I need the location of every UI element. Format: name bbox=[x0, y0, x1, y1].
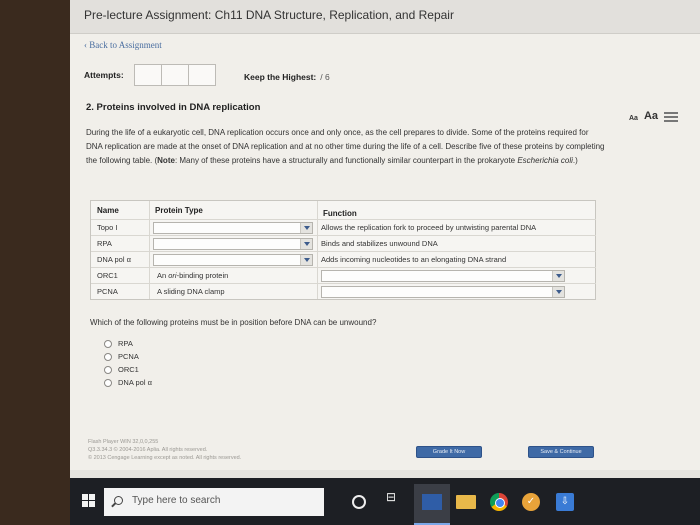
radio-button[interactable] bbox=[104, 379, 112, 387]
windows-taskbar bbox=[70, 478, 700, 525]
mc-question: Which of the following proteins must be in position before DNA can be unwound? bbox=[90, 318, 377, 327]
row-divider bbox=[91, 251, 596, 252]
monitor-screen bbox=[70, 0, 700, 525]
chevron-down-icon bbox=[300, 255, 312, 265]
mc-option-rpa[interactable]: RPA bbox=[104, 337, 152, 350]
chevron-down-icon bbox=[552, 287, 564, 297]
column-divider bbox=[149, 201, 150, 299]
page-title: Pre-lecture Assignment: Ch11 DNA Structure, Replication, and Repair bbox=[84, 8, 454, 22]
row-name-pcna: PCNA bbox=[97, 287, 118, 296]
function-text-dna-pol-alpha: Adds incoming nucleotides to an elongating DNA strand bbox=[321, 255, 507, 264]
function-select-pcna[interactable] bbox=[321, 286, 565, 298]
row-name-topo1: Topo I bbox=[97, 223, 118, 232]
question-title: 2. Proteins involved in DNA replication bbox=[86, 102, 261, 113]
protein-type-select-topo1[interactable] bbox=[153, 222, 313, 234]
protein-type-text-orc1: An ori-binding protein bbox=[157, 271, 229, 280]
taskbar-active-app-icon[interactable] bbox=[414, 484, 450, 525]
chevron-left-icon: ‹ bbox=[84, 40, 90, 50]
chevron-down-icon bbox=[300, 239, 312, 249]
cortana-icon[interactable] bbox=[352, 495, 366, 509]
keep-highest-label: Keep the Highest: bbox=[244, 72, 317, 82]
attempt-box bbox=[188, 64, 216, 86]
font-decrease-button[interactable]: Aa bbox=[628, 115, 638, 122]
row-divider bbox=[91, 267, 596, 268]
row-divider bbox=[91, 219, 596, 220]
function-text-rpa: Binds and stabilizes unwound DNA bbox=[321, 239, 438, 248]
row-divider bbox=[91, 283, 596, 284]
row-name-orc1: ORC1 bbox=[97, 271, 118, 280]
save-continue-button[interactable]: Save & Continue bbox=[528, 446, 594, 458]
attempt-box bbox=[161, 64, 189, 86]
header-name: Name bbox=[97, 206, 119, 215]
row-name-dna-pol-alpha: DNA pol α bbox=[97, 255, 131, 264]
protein-type-text-pcna: A sliding DNA clamp bbox=[157, 287, 225, 296]
keep-highest bbox=[244, 72, 330, 82]
radio-button[interactable] bbox=[104, 366, 112, 374]
keep-highest-value: / 6 bbox=[320, 72, 330, 82]
protein-table bbox=[90, 200, 596, 300]
header-function: Function bbox=[323, 209, 357, 218]
question-paragraph: During the life of a eukaryotic cell, DNA replication occurs once and only once, as the cell prepares to divide. Some of the proteins required for DNA replication are made at the onset of DNA replication and at no other time during the life of a cell. Describe five of these proteins by completing the following table. (Note: Many of these proteins have a structurally and functionally similar counterpart in the prokaryote Escherichia coli.) bbox=[86, 128, 605, 165]
attempt-boxes bbox=[134, 64, 215, 86]
row-name-rpa: RPA bbox=[97, 239, 112, 248]
app-check-icon[interactable]: ✓ bbox=[522, 493, 540, 511]
font-increase-button[interactable]: Aa bbox=[643, 110, 658, 122]
file-explorer-icon[interactable] bbox=[456, 495, 476, 509]
footer-copyright: Flash Player WIN 32,0,0,255 Q3.3.34.3 © 2004-2016 Aplia. All rights reserved. © 2013 Cengage Learning except as noted. All rights reserved. bbox=[88, 439, 242, 461]
protein-type-select-dna-pol-alpha[interactable] bbox=[153, 254, 313, 266]
row-divider bbox=[91, 235, 596, 236]
back-to-assignment-link[interactable]: ‹ Back to Assignment bbox=[84, 40, 162, 50]
mc-option-dna-pol-alpha[interactable]: DNA pol α bbox=[104, 376, 152, 389]
chrome-icon[interactable] bbox=[490, 493, 508, 511]
attempts-label: Attempts: bbox=[84, 70, 124, 80]
chevron-down-icon bbox=[552, 271, 564, 281]
mc-option-pcna[interactable]: PCNA bbox=[104, 350, 152, 363]
protein-type-select-rpa[interactable] bbox=[153, 238, 313, 250]
mc-options bbox=[104, 337, 152, 389]
font-size-controls bbox=[629, 110, 678, 122]
attempt-box bbox=[134, 64, 162, 86]
radio-button[interactable] bbox=[104, 340, 112, 348]
header-protein-type: Protein Type bbox=[155, 206, 203, 215]
species-name: Escherichia coli bbox=[517, 156, 573, 165]
mc-option-orc1[interactable]: ORC1 bbox=[104, 363, 152, 376]
chevron-down-icon bbox=[300, 223, 312, 233]
menu-icon[interactable] bbox=[664, 112, 678, 122]
grade-it-now-button[interactable]: Grade It Now bbox=[416, 446, 482, 458]
radio-button[interactable] bbox=[104, 353, 112, 361]
function-select-orc1[interactable] bbox=[321, 270, 565, 282]
app-blue-icon[interactable]: ⇩ bbox=[556, 493, 574, 511]
function-text-topo1: Allows the replication fork to proceed by untwisting parental DNA bbox=[321, 223, 537, 232]
windows-start-icon[interactable] bbox=[82, 494, 96, 508]
taskbar-search-input[interactable]: Type here to search bbox=[104, 488, 324, 516]
note-label: Note bbox=[157, 156, 175, 165]
column-divider bbox=[317, 201, 318, 299]
search-icon bbox=[114, 496, 123, 505]
task-view-icon[interactable]: ⊟ bbox=[386, 490, 397, 504]
assignment-page bbox=[70, 0, 700, 470]
page-title-bar bbox=[70, 0, 700, 34]
